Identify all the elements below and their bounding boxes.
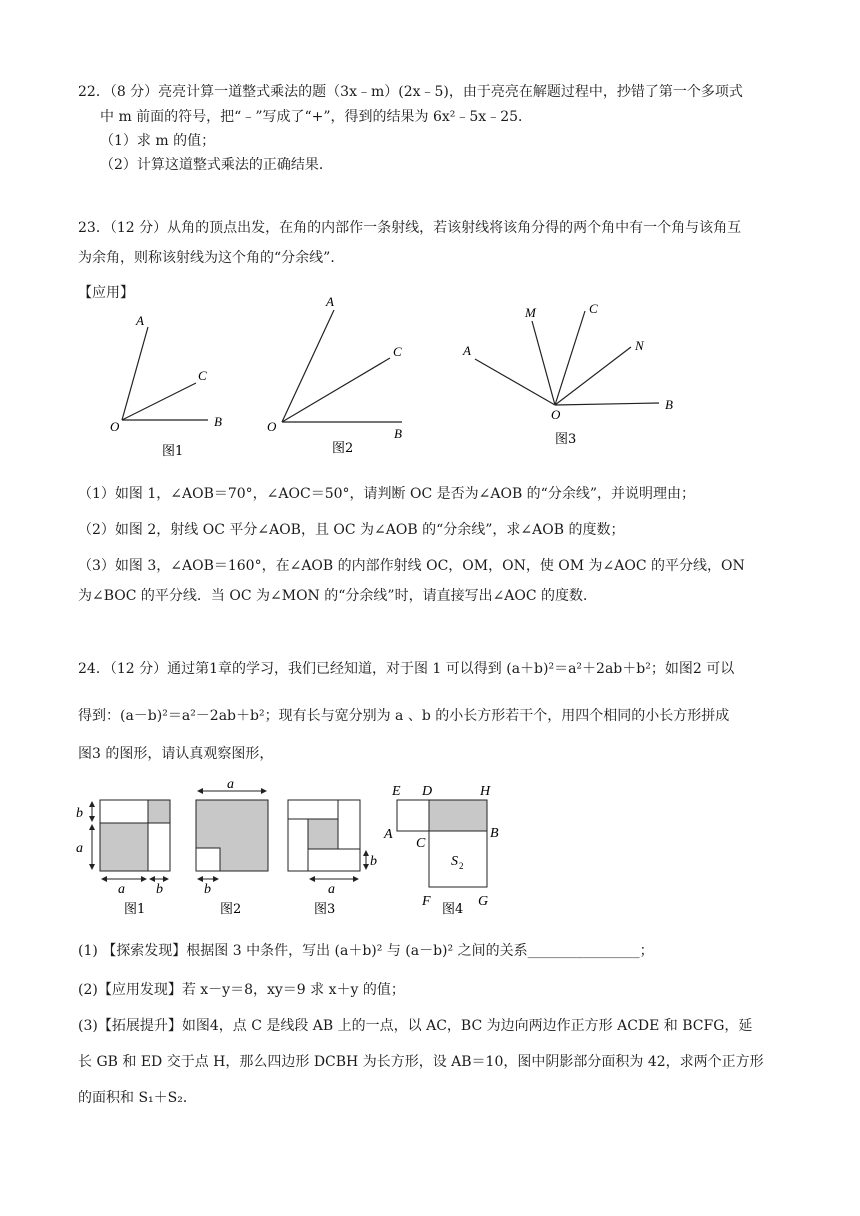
ray-oa (475, 359, 555, 405)
ray-oc (282, 358, 390, 422)
label-o: O (267, 419, 277, 434)
label-f: F (422, 894, 431, 909)
q23-figure-1 (100, 305, 240, 465)
label-s2-subscript: 2 (459, 861, 464, 871)
q23-figure-2 (262, 290, 422, 465)
label-c: C (198, 368, 207, 383)
q23-part-2: （2）如图 2，射线 OC 平分∠AOB，且 OC 为∠AOB 的“分余线”，求∠AOB 的度数； (78, 522, 625, 538)
q23-line-1: 23．（12 分）从角的顶点出发，在角的内部作一条射线，若该射线将该角分得的两个角中有一个角与该角互 (78, 220, 742, 236)
q24-figure-3 (288, 800, 377, 917)
q24-part-2: (2)【应用发现】若 x－y＝8，xy＝9 求 x＋y 的值； (78, 982, 405, 998)
q23-part-3-line-1: （3）如图 3，∠AOB＝160°，在∠AOB 的内部作射线 OC，OM，ON，使 OM 为∠AOC 的平分线，ON (78, 558, 745, 574)
label-a-bottom: a (118, 882, 125, 897)
label-e: E (392, 784, 401, 799)
caption-fig-2: 图2 (332, 441, 354, 456)
label-b-side: b (370, 854, 377, 869)
q22-sub-2: （2）计算这道整式乘法的正确结果． (100, 157, 333, 173)
ray-oc (122, 383, 196, 420)
q24-figure-4 (383, 784, 499, 917)
label-a-bottom: a (328, 882, 335, 897)
q22-line-2: 中 m 前面的符号，把“﹣”写成了“+”，得到的结果为 6x²﹣5x﹣25． (100, 109, 533, 125)
caption-fig-1: 图1 (124, 902, 146, 917)
q24-part-3-line-1: (3)【拓展提升】如图4，点 C 是线段 AB 上的一点，以 AC，BC 为边向两边作正方形 ACDE 和 BCFG，延 (78, 1018, 753, 1034)
q24-part-1: (1) 【探索发现】根据图 3 中条件，写出 (a＋b)² 与 (a－b)² 之间的关系________________； (78, 943, 654, 959)
caption-fig-4: 图4 (442, 902, 464, 917)
ray-om (532, 321, 555, 405)
q23-line-2: 为余角，则称该射线为这个角的“分余线”． (78, 250, 345, 266)
label-s2: S (451, 854, 458, 869)
q24-line-3: 图3 的图形，请认真观察图形， (78, 746, 274, 762)
ray-oa (122, 327, 148, 420)
ray-on (555, 347, 631, 405)
q24-figure-1 (76, 800, 170, 917)
q23-part-3-line-2: 为∠BOC 的平分线．当 OC 为∠MON 的“分余线”时，请直接写出∠AOC 的度数． (78, 588, 598, 604)
label-a-top: a (227, 777, 234, 792)
q24-figures (70, 775, 520, 920)
caption-fig-3: 图3 (555, 432, 577, 447)
q24-line-2: 得到：(a－b)²＝a²－2ab＋b²；现有长与宽分别为 a 、b 的小长方形若干个，用四个相同的小长方形拼成 (78, 708, 730, 724)
q23-figure-3 (455, 295, 695, 455)
q22-sub-1: （1）求 m 的值； (100, 133, 216, 149)
q24-part-3-line-2: 长 GB 和 ED 交于点 H，那么四边形 DCBH 为长方形，设 AB＝10，图中阴影部分面积为 42，求两个正方形 (78, 1054, 764, 1070)
label-b-side: b (76, 806, 83, 821)
label-a: A (326, 294, 334, 309)
q24-line-1: 24．（12 分）通过第1章的学习，我们已经知道，对于图 1 可以得到 (a＋b)²＝a²＋2ab＋b²；如图2 可以 (78, 661, 735, 677)
q24-part-3-line-3: 的面积和 S₁＋S₂． (78, 1090, 197, 1106)
label-a: A (136, 313, 144, 328)
label-a-side: a (76, 841, 83, 856)
label-a: A (463, 343, 471, 358)
caption-fig-2: 图2 (220, 902, 242, 917)
label-m: M (525, 305, 536, 320)
label-b: B (490, 826, 499, 841)
ray-oc (555, 311, 585, 405)
label-c: C (589, 301, 598, 316)
label-c: C (416, 836, 426, 851)
caption-fig-3: 图3 (314, 902, 336, 917)
q22-line-1: 22．（8 分）亮亮计算一道整式乘法的题（3x﹣m）(2x﹣5)，由于亮亮在解题过程中，抄错了第一个多项式 (78, 84, 743, 100)
label-c: C (393, 344, 402, 359)
label-b: B (214, 414, 222, 429)
label-b-bottom: b (204, 882, 211, 897)
q23-section-heading: 【应用】 (78, 285, 134, 301)
label-o: O (551, 407, 561, 422)
q24-figure-2 (196, 777, 268, 917)
ray-ob (555, 403, 659, 405)
label-g: G (478, 894, 489, 909)
label-d: D (422, 784, 433, 799)
caption-fig-1: 图1 (162, 444, 184, 459)
label-n: N (635, 338, 644, 353)
label-b: B (665, 397, 673, 412)
label-b: B (394, 426, 402, 441)
q23-part-1: （1）如图 1，∠AOB＝70°，∠AOC＝50°，请判断 OC 是否为∠AOB 的“分余线”，并说明理由； (78, 486, 695, 502)
label-b-bottom: b (156, 882, 163, 897)
label-h: H (480, 784, 491, 799)
label-o: O (110, 419, 120, 434)
label-a: A (384, 827, 393, 842)
ray-oa (282, 310, 334, 422)
